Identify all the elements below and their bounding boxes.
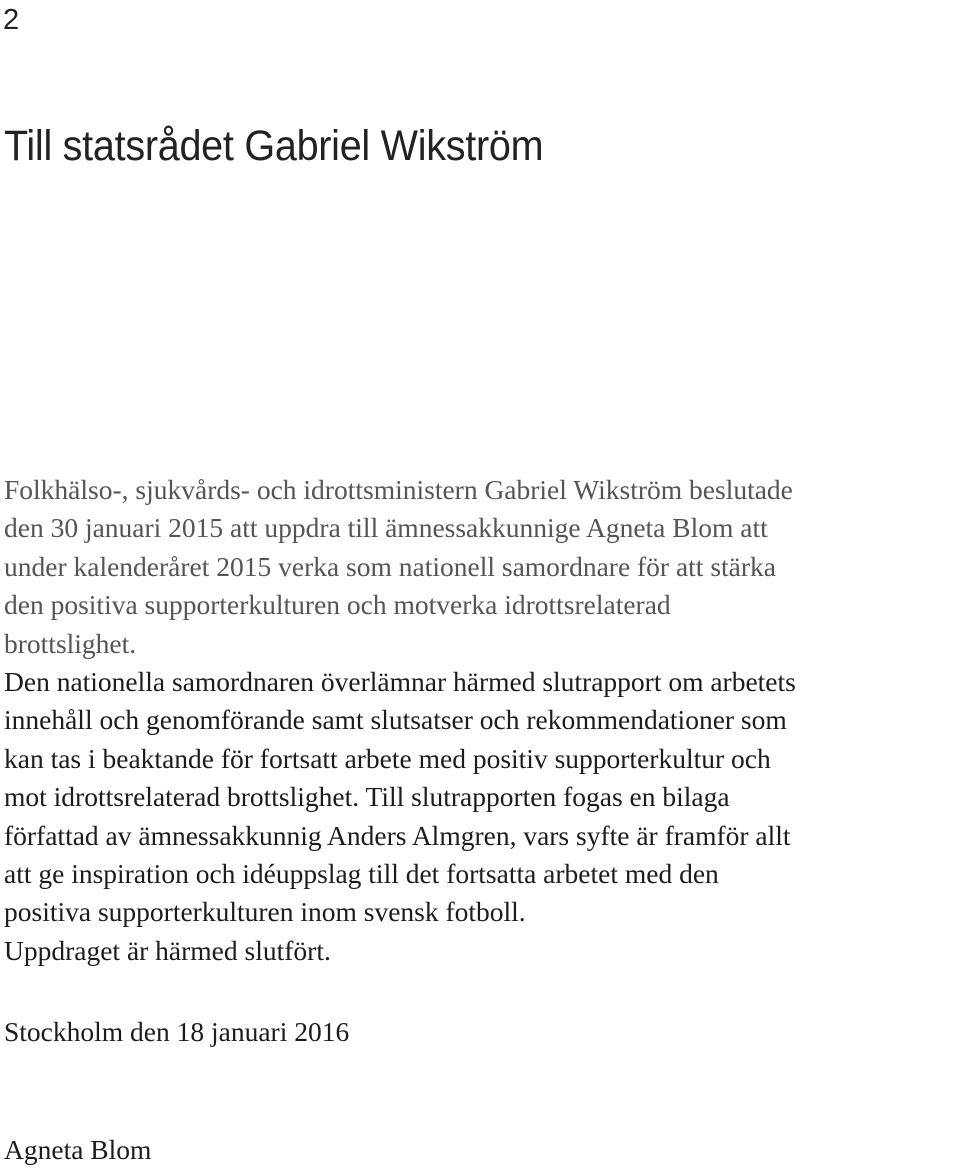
document-title: Till statsrådet Gabriel Wikström: [4, 122, 544, 170]
page-number: 2: [3, 4, 20, 36]
paragraph-conclusion: [4, 932, 960, 970]
text-line: författad av ämnessakkunnig Anders Almgren, vars syfte är framför allt: [4, 819, 791, 851]
text-line: Folkhälso-, sjukvårds- och idrottsministern Gabriel Wikström beslutade: [4, 474, 793, 505]
paragraph-report: [4, 663, 960, 932]
document-body: [4, 471, 960, 970]
place-and-date: Stockholm den 18 januari 2016: [4, 1016, 350, 1047]
text-line: Den nationella samordnaren överlämnar härmed slutrapport om arbetets: [4, 666, 796, 698]
text-line: mot idrottsrelaterad brottslighet. Till slutrapporten fogas en bilaga: [4, 781, 730, 813]
text-line: kan tas i beaktande för fortsatt arbete med positiv supporterkultur och: [4, 742, 771, 774]
text-line: den 30 januari 2015 att uppdra till ämnessakkunnige Agneta Blom att: [4, 512, 768, 544]
text-line: positiva supporterkulturen inom svensk fotboll.: [4, 896, 526, 928]
text-line: innehåll och genomförande samt slutsatser och rekommendationer som: [4, 704, 787, 736]
text-line: brottslighet.: [4, 627, 137, 659]
text-line: under kalenderåret 2015 verka som nationell samordnare för att stärka: [4, 550, 776, 582]
text-line: att ge inspiration och idéuppslag till det fortsatta arbetet med den: [4, 858, 719, 890]
text-line: den positiva supporterkulturen och motverka idrottsrelaterad: [4, 589, 671, 621]
text-line: Uppdraget är härmed slutfört.: [4, 934, 331, 966]
paragraph-intro: [4, 471, 960, 663]
signature-name: Agneta Blom: [4, 1134, 152, 1165]
